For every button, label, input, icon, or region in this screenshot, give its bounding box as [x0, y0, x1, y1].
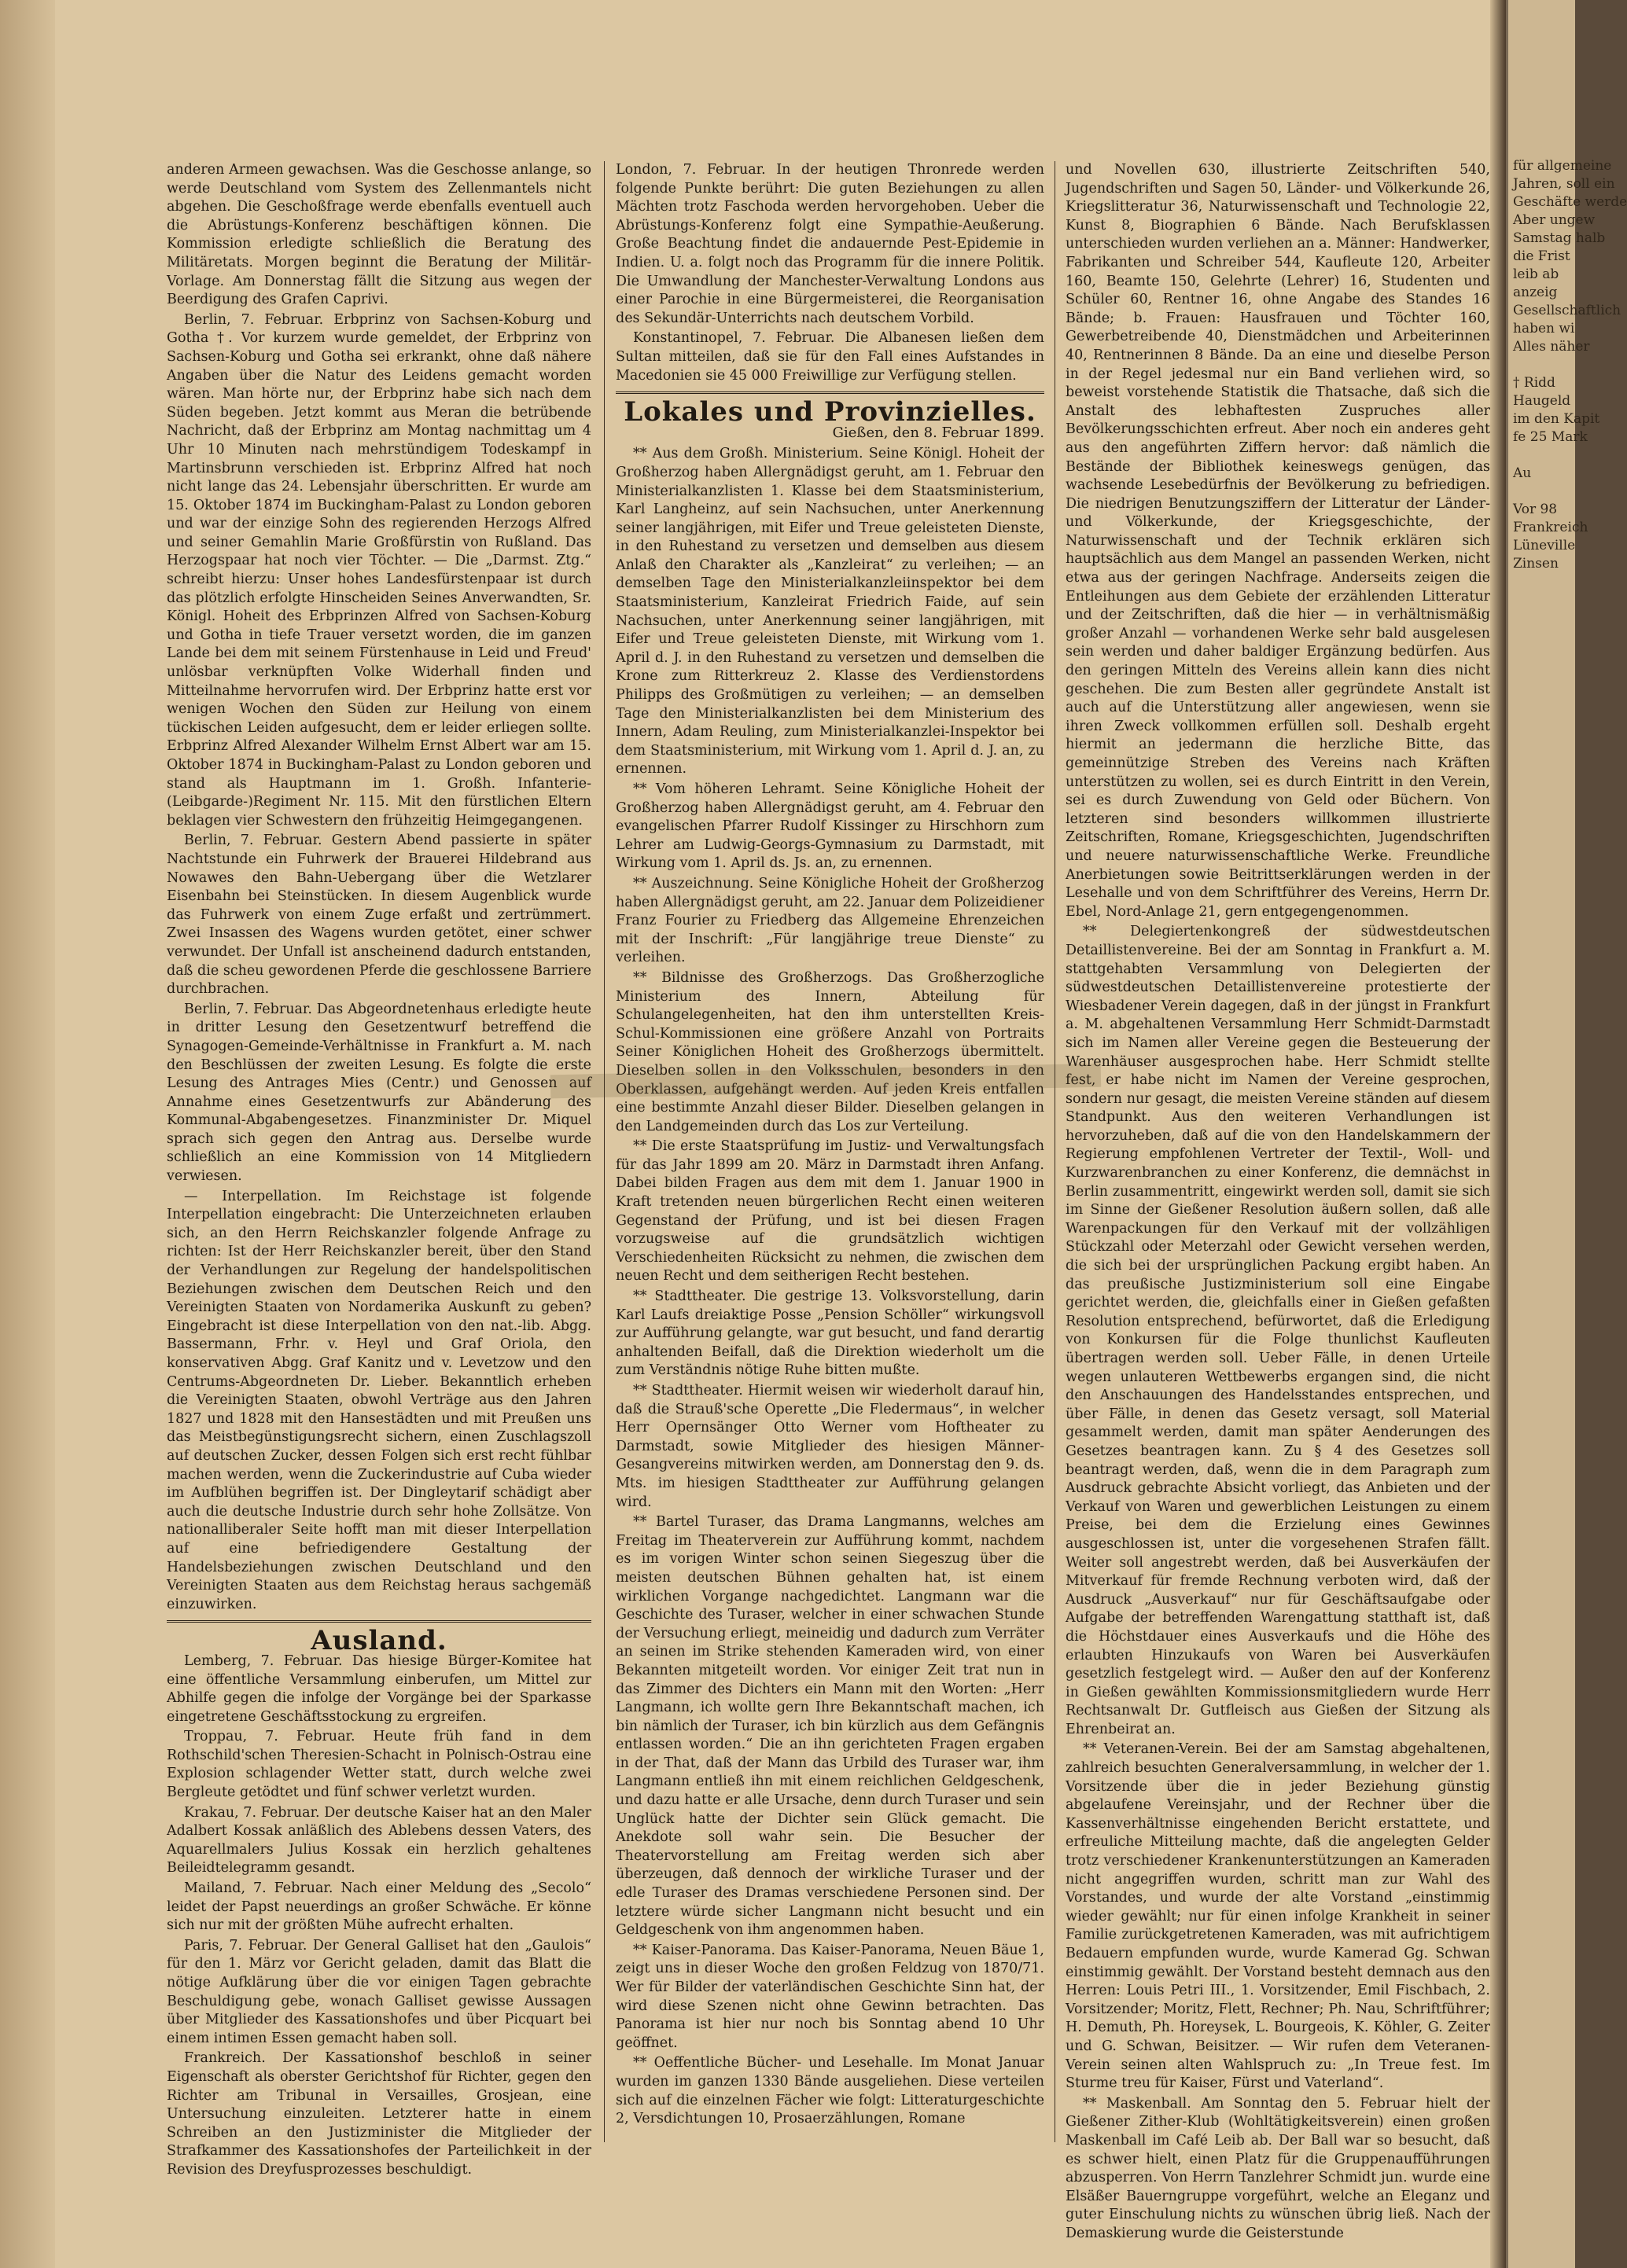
adjacent-page-text: für allgemeine Jahren, soll ein Geschäfte werde Aber ungew Samstag halb die Frist leib ab anzeig Gesellschaftlich haben wi Alles näher † Ridd Haugeld im den Kapit fe 25 Mark Au Vor 98 Frankreich Lüneville Zinsen [1513, 158, 1627, 572]
article-paragraph: Berlin, 7. Februar. Gestern Abend passierte in später Nachtstunde ein Fuhrwerk der Brauerei Hildebrand aus Nowawes den Bahn-Uebergang über die Wetzlarer Eisenbahn bei Steinstücken. In diesem Augenblick wurde das Fuhrwerk von einem Zuge erfaßt und zertrümmert. Zwei Insassen des Wagens wurden getötet, einer schwer verwundet. Der Unfall ist anscheinend dadurch entstanden, daß die scheu gewordenen Pferde die geschlossene Barriere durchbrachen. [167, 833, 591, 998]
article-paragraph: Lemberg, 7. Februar. Das hiesige Bürger-Komitee hat eine öffentliche Versammlung einberufen, um Mittel zur Abhilfe gegen die infolge der Vorgänge bei der Sparkasse eingetretene Geschäftsstockung zu ergreifen. [167, 1652, 591, 1725]
article-paragraph: Konstantinopel, 7. Februar. Die Albanesen ließen dem Sultan mitteilen, daß sie für den Fall eines Aufstandes in Macedonien sie 45 000 Freiwillige zur Verfügung stellen. [616, 330, 1044, 384]
page-spine [0, 0, 55, 2268]
article-paragraph: ** Bildnisse des Großherzogs. Das Großherzogliche Ministerium des Innern, Abteilung für Schulangelegenheiten, hat den ihm unterstellten Kreis-Schul-Kommissionen eine größere Anzahl von Portraits Seiner Königlichen Hoheit des Großherzogs übermittelt. Dieselben sollen in den Volksschulen, besonders in den Oberklassen, aufgehängt werden. Auf jeden Kreis entfallen eine bestimmte Anzahl dieser Bilder. Dieselben gelangen in den Landgemeinden durch das Los zur Verteilung. [616, 969, 1044, 1134]
article-paragraph: Mailand, 7. Februar. Nach einer Meldung des „Secolo“ leidet der Papst neuerdings an großer Schwäche. Er könne sich nur mit der größten Mühe aufrecht erhalten. [167, 1880, 591, 1934]
article-paragraph: Krakau, 7. Februar. Der deutsche Kaiser hat an den Maler Adalbert Kossak anläßlich des Ablebens dessen Vaters, des Aquarellmalers Julius Kossak ein herzlich gehaltenes Beileidtelegramm gesandt. [167, 1804, 591, 1877]
dateline: Gießen, den 8. Februar 1899. [832, 424, 1044, 441]
article-paragraph: ** Aus dem Großh. Ministerium. Seine Königl. Hoheit der Großherzog haben Allergnädigst geruht, am 1. Februar den Ministerialkanzlisten 1. Klasse bei dem Staatsministerium, Karl Langheinz, auf sein Nachsuchen, unter Anerkennung seiner langjährigen, mit Eifer und Treue geleisteten Dienste, in den Ruhestand zu versetzen und demselben aus diesem Anlaß den Charakter als „Kanzleirat“ zu verleihen; — an demselben Tage den Ministerialkanzleiinspektor bei dem Staatsministerium, Kanzleirat Friedrich Faide, auf sein Nachsuchen, unter Anerkennung seiner langjährigen, mit Eifer und Treue geleisteten Dienste, mit Wirkung vom 1. April d. J. in den Ruhestand zu versetzen und demselben die Krone zum Ritterkreuz 2. Klasse des Verdienstordens Philipps des Großmütigen zu verleihen; — an demselben Tage den Ministerialkanzlisten bei dem Ministerium des Innern, Adam Reuling, zum Ministerialkanzlei-Inspektor bei dem Staatsministerium, mit Wirkung vom 1. April d. J. an, zu ernennen. [616, 446, 1044, 777]
page-edge-shadow [1490, 0, 1506, 2268]
article-paragraph: ** Veteranen-Verein. Bei der am Samstag abgehaltenen, zahlreich besuchten Generalversammlung, in welcher der 1. Vorsitzende über die in jeder Beziehung günstig abgelaufene Vereinsjahr, und der Rechner über die Kassenverhältnisse eingehenden Bericht erstattete, und erfreuliche Mitteilung machte, daß die angelegten Gelder trotz verschiedener Krankenunterstützungen an Kameraden nicht angegriffen wurden, schritt man zur Wahl des Vorstandes, und wurde der alte Vorstand „einstimmig wieder gewählt; nur für einen infolge Krankheit in seiner Familie zurückgetretenen Kameraden, was mit aufrichtigem Bedauern empfunden wurde, wurde Kamerad Gg. Schwan einstimmig gewählt. Der Vorstand besteht demnach aus den Herren: Louis Petri III., 1. Vorsitzender, Emil Fischbach, 2. Vorsitzender; Moritz, Flett, Rechner; Ph. Nau, Schriftführer; H. Demuth, Ph. Horeysek, L. Bourgeois, K. Köhler, G. Zeiter und G. Schwan, Beisitzer. — Wir rufen dem Veteranen-Verein seinen alten Wahlspruch zu: „In Treue fest. Im Sturme treu für Kaiser, Fürst und Vaterland“. [1066, 1741, 1490, 2092]
article-paragraph: anderen Armeen gewachsen. Was die Geschosse anlange, so werde Deutschland vom System des Zellenmantels nicht abgehen. Die Geschoßfrage werde ebenfalls eventuell auch die Abrüstungs-Konferenz beschäftigen können. Die Kommission erledigte schließlich die Beratung des Militäretats. Morgen beginnt die Beratung der Militär-Vorlage. Am Donnerstag fällt die Sitzung aus wegen der Beerdigung des Grafen Caprivi. [167, 162, 591, 308]
article-paragraph: ** Bartel Turaser, das Drama Langmanns, welches am Freitag im Theaterverein zur Aufführung kommt, nachdem es im vorigen Winter schon seinen Siegeszug über die meisten deutschen Bühnen gehalten hat, ist einem wirklichen Vorgange nachgedichtet. Langmann war die Geschichte des Turaser, welcher in einer schwachen Stunde der Versuchung erliegt, meineidig und dadurch zum Verräter an seinen im Strike stehenden Kameraden wird, von einer Bekannten mitgeteilt worden. Vor einiger Zeit trat nun in das Zimmer des Dichters ein Mann mit den Worten: „Herr Langmann, ich wollte gern Ihre Bekanntschaft machen, ich bin nämlich der Turaser, ich bin kürzlich aus dem Gefängnis entlassen worden.“ Die an ihn gerichteten Fragen ergaben in der That, daß der Mann das Urbild des Turaser war, ihm Langmann entließ ihn mit einem reichlichen Geldgeschenk, und dazu hatte er alle Ursache, denn durch Turaser und sein Unglück hatte der Dichter sein Glück gemacht. Die Anekdote soll wahr sein. Die Besucher der Theatervorstellung am Freitag werden sich aber überzeugen, daß dennoch der wirkliche Turaser und der edle Turaser des Dramas verschiedene Personen sind. Der letztere würde sicher Langmann nicht besucht und ein Geldgeschenk von ihm angenommen haben. [616, 1514, 1044, 1939]
section-heading-ausland: Ausland. [311, 1625, 447, 1657]
column-2 [616, 161, 1044, 2142]
article-paragraph: Berlin, 7. Februar. Das Abgeordnetenhaus erledigte heute in dritter Lesung den Gesetzentwurf betreffend die Synagogen-Gemeinde-Verhältnisse in Frankfurt a. M. nach den Beschlüssen der zweiten Lesung. Es folgte die erste Lesung des Antrages Mies (Centr.) und Genossen auf Annahme eines Gesetzentwurfs zur Abänderung des Kommunal-Abgabengesetzes. Finanzminister Dr. Miquel sprach sich gegen den Antrag aus. Derselbe wurde schließlich an eine Kommission von 14 Mitgliedern verwiesen. [167, 1001, 591, 1185]
article-paragraph: — Interpellation. Im Reichstage ist folgende Interpellation eingebracht: Die Unterzeichneten erlauben sich, an den Herrn Reichskanzler folgende Anfrage zu richten: Ist der Herr Reichskanzler bereit, über den Stand der Verhandlungen zur Regelung der handelspolitischen Beziehungen zwischen dem Deutschen Reich und den Vereinigten Staaten von Nordamerika Auskunft zu geben? Eingebracht ist diese Interpellation von den nat.-lib. Abgg. Bassermann, Frhr. v. Heyl und Graf Oriola, den konservativen Abgg. Graf Kanitz und v. Levetzow und den Centrums-Abgeordneten Dr. Lieber. Bekanntlich erheben die Vereinigten Staaten, obwohl Verträge aus den Jahren 1827 und 1828 mit den Hansestädten und mit Preußen uns das Meistbegünstigungsrecht sichern, einen Zuschlagszoll auf deutschen Zucker, dessen Folgen sich erst recht fühlbar machen werden, wenn die Zuckerindustrie auf Cuba wieder im Aufblühen begriffen ist. Der Dingleytarif schädigt aber auch die deutsche Industrie durch sehr hohe Zollsätze. Von nationalliberaler Seite hofft man mit dieser Interpellation auf eine befriedigendere Gestaltung der Handelsbeziehungen zwischen Deutschland und den Vereinigten Staaten aus dem Reichstag heraus sachgemäß einzuwirken. [167, 1188, 591, 1612]
article-paragraph: ** Oeffentliche Bücher- und Lesehalle. Im Monat Januar wurden im ganzen 1330 Bände ausgeliehen. Diese verteilen sich auf die einzelnen Fächer wie folgt: Litteraturgeschichte 2, Versdichtungen 10, Prosaerzählungen, Romane [616, 2055, 1044, 2127]
article-paragraph: Troppau, 7. Februar. Heute früh fand in dem Rothschild'schen Theresien-Schacht in Polnisch-Ostrau eine Explosion schlagender Wetter statt, durch welche zwei Bergleute getödtet und fünf schwer verletzt wurden. [167, 1729, 591, 1801]
article-paragraph: London, 7. Februar. In der heutigen Thronrede werden folgende Punkte berührt: Die guten Beziehungen zu allen Mächten trotz Faschoda werden hervorgehoben. Ueber die Abrüstungs-Konferenz folgt eine Sympathie-Aeußerung. Große Beachtung findet die andauernde Pest-Epidemie in Indien. U. a. folgt noch das Programm für die innere Politik. Die Umwandlung der Manchester-Verwaltung Londons aus einer Parochie in eine Bürgermeisterei, die Reorganisation des Sekundär-Unterrichts nach deutschem Vorbild. [616, 162, 1044, 326]
article-paragraph: ** Stadttheater. Die gestrige 13. Volksvorstellung, darin Karl Laufs dreiaktige Posse „Pension Schöller“ wirkungsvoll zur Aufführung gelangte, war gut besucht, und fand derartig anhaltenden Beifall, daß die Direktion wiederholt um die zum Verständnis nötige Ruhe bitten mußte. [616, 1288, 1044, 1379]
section-heading-lokales: Lokales und Provinzielles. [624, 396, 1036, 428]
article-paragraph: ** Auszeichnung. Seine Königliche Hoheit der Großherzog haben Allergnädigst geruht, am 22. Januar dem Polizeidiener Franz Fourier zu Friedberg das Allgemeine Ehrenzeichen mit der Inschrift: „Für langjährige treue Dienste“ zu verleihen. [616, 875, 1044, 966]
article-paragraph: ** Maskenball. Am Sonntag den 5. Februar hielt der Gießener Zither-Klub (Wohltätigkeitsverein) einen großen Maskenball im Café Leib ab. Der Ball war so besucht, daß es schwer hielt, einen Platz für die Gruppenaufführungen abzusperren. Von Herrn Tanzlehrer Schmidt jun. wurde eine Elsäßer Bauerngruppe vorgeführt, welche an Eleganz und guter Einschulung nichts zu wünschen übrig ließ. Nach der Demaskierung wurde die Geisterstunde [1066, 2095, 1490, 2241]
article-paragraph: ** Stadttheater. Hiermit weisen wir wiederholt darauf hin, daß die Strauß'sche Operette „Die Fledermaus“, in welcher Herr Opernsänger Otto Werner vom Hoftheater zu Darmstadt, sowie Mitglieder des hiesigen Männer-Gesangvereins mitwirken werden, am Donnerstag den 9. ds. Mts. im hiesigen Stadttheater zur Aufführung gelangen wird. [616, 1383, 1044, 1510]
column-rule [604, 161, 605, 2142]
column-3 [1066, 161, 1490, 2241]
section-divider [167, 1620, 591, 1623]
article-paragraph: Berlin, 7. Februar. Erbprinz von Sachsen-Koburg und Gotha †. Vor kurzem wurde gemeldet, der Erbprinz von Sachsen-Koburg und Gotha sei erkrankt, ohne daß nähere Angaben über die Natur des Leidens gemacht worden wären. Man hörte nur, der Erbprinz habe sich nach dem Süden begeben. Jetzt kommt aus Meran die betrübende Nachricht, daß der Erbprinz am Montag nachmittag um 4 Uhr 10 Minuten nach mehrstündigem Todeskampf in Martinsbrunn verschieden ist. Erbprinz Alfred hat noch nicht lange das 24. Lebensjahr überschritten. Er wurde am 15. Oktober 1874 im Buckingham-Palast zu London geboren und war der einzige Sohn des regierenden Herzogs Alfred und seiner Gemahlin Marie Großfürstin von Rußland. Das Herzogspaar hat noch vier Töchter. — Die „Darmst. Ztg.“ schreibt hierzu: Unser hohes Landesfürstenpaar ist durch das plötzlich erfolgte Hinscheiden Seines Anverwandten, Sr. Königl. Hoheit des Erbprinzen Alfred von Sachsen-Koburg und Gotha in tiefe Trauer versetzt worden, die im ganzen Lande bei dem mit seinem Fürstenhause in Leid und Freud' unlösbar verknüpften Volke Widerhall finden und Mitteilnahme hervorrufen wird. Der Erbprinz hatte erst vor wenigen Wochen den Süden zur Heilung von einem tückischen Leiden aufgesucht, dem er leider erliegen sollte. Erbprinz Alfred Alexander Wilhelm Ernst Albert war am 15. Oktober 1874 in Buckingham-Palast zu London geboren und stand als Hauptmann im 1. Großh. Infanterie-(Leibgarde-)Regiment Nr. 115. Mit den fürstlichen Eltern beklagen vier Schwestern den frühzeitig Heimgegangenen. [167, 311, 591, 829]
article-paragraph: ** Kaiser-Panorama. Das Kaiser-Panorama, Neuen Bäue 1, zeigt uns in dieser Woche den großen Feldzug von 1870/71. Wer für Bilder der vaterländischen Geschichte Sinn hat, der wird diese Szenen nicht ohne Gewinn betrachten. Das Panorama ist hier nur noch bis Sonntag abend 10 Uhr geöffnet. [616, 1942, 1044, 2051]
article-paragraph: ** Vom höheren Lehramt. Seine Königliche Hoheit der Großherzog haben Allergnädigst geruht, am 4. Februar den evangelischen Pfarrer Rudolf Kissinger zu Hirschhorn zum Lehrer am Ludwig-Georgs-Gymnasium zu Darmstadt, mit Wirkung vom 1. April ds. Js. an, zu ernennen. [616, 781, 1044, 872]
section-divider [616, 391, 1044, 394]
adjacent-page-fragment [1506, 0, 1627, 2268]
article-paragraph: und Novellen 630, illustrierte Zeitschriften 540, Jugendschriften und Sagen 50, Länder- und Völkerkunde 26, Kriegslitteratur 36, Naturwissenschaft und Technologie 22, Kunst 8, Biographien 6 Bände. Nach Berufsklassen unterschieden wurden verliehen an a. Männer: Handwerker, Fabrikanten und Schreiber 544, Kaufleute 120, Arbeiter 160, Beamte 150, Gelehrte (Lehrer) 16, Studenten und Schüler 60, Rentner 16, ohne Angabe des Standes 16 Bände; b. Frauen: Hausfrauen und Töchter 160, Gewerbetreibende 40, Dienstmädchen und Arbeiterinnen 40, Rentnerinnen 8 Bände. Da an eine und dieselbe Person in der Regel jedesmal nur ein Band verliehen wird, so beweist vorstehende Statistik die Thatsache, daß sich die Anstalt des lebhaftesten Zuspruches aller Bevölkerungsschichten erfreut. Aber noch ein anderes geht aus den angeführten Ziffern hervor: daß nämlich die Bestände der Bibliothek keineswegs genügen, das wachsende Lesebedürfnis der Bevölkerung zu befriedigen. Die niedrigen Benutzungsziffern der Litteratur der Länder- und Völkerkunde, der Kriegsgeschichte, der Naturwissenschaft und der Technik erklären sich hauptsächlich aus dem Mangel an passenden Werken, nicht etwa aus der geringen Nachfrage. Anderseits zeigen die Entleihungen aus dem Gebiete der erzählenden Litteratur und der Zeitschriften, daß die hier — in verhältnismäßig großer Anzahl — vorhandenen Werke sehr bald ausgelesen sein werden und daher baldiger Ergänzung bedürfen. Aus den geringen Mitteln des Vereins allein kann dies nicht geschehen. Die zum Besten aller gegründete Anstalt ist auch auf die Unterstützung aller angewiesen, wenn sie ihren Zweck vollkommen erfüllen soll. Deshalb ergeht hiermit an jedermann die herzliche Bitte, das gemeinnützige Streben des Vereins nach Kräften unterstützen zu wollen, sei es durch Eintritt in den Verein, sei es durch Zuwendung von Geld oder Büchern. Von letzteren sind besonders willkommen illustrierte Zeitschriften, Romane, Kriegsgeschichten, Jugendschriften und neuere naturwissenschaftliche Werke. Freundliche Anerbietungen sowie Beitrittserklärungen werden in der Lesehalle und von dem Schriftführer des Vereins, Herrn Dr. Ebel, Nord-Anlage 21, gern entgegengenommen. [1066, 162, 1490, 920]
column-1 [167, 161, 591, 2178]
article-paragraph: ** Delegiertenkongreß der südwestdeutschen Detaillistenvereine. Bei der am Sonntag in Frankfurt a. M. stattgehabten Versammlung von Delegierten der südwestdeutschen Detaillistenvereine protestierte der Wiesbadener Verein dagegen, daß in der jüngst in Frankfurt a. M. abgehaltenen Versammlung Herr Schmidt-Darmstadt sich im Namen aller Vereine gegen die Besteuerung der Warenhäuser ausgesprochen habe. Herr Schmidt stellte fest, er habe nicht im Namen der Vereine gesprochen, sondern nur gesagt, die meisten Vereine ständen auf diesem Standpunkt. Aus den weiteren Verhandlungen ist hervorzuheben, daß auf die von den Handelskammern der Regierung empfohlenen Vertreter der Textil-, Woll- und Kurzwarenbranchen zu einer Konferenz, die demnächst in Berlin zusammentritt, eingewirkt werden soll, damit sie sich im Sinne der Gießener Resolution äußern sollen, daß alle Warenpackungen für den Verkauf mit der vollzähligen Stückzahl oder Meterzahl oder Gewicht versehen werden, die sich bei der ursprünglichen Packung ergibt haben. An das preußische Justizministerium soll eine Eingabe gerichtet werden, die, gleichfalls einer in Gießen gefaßten Resolution entsprechend, befürwortet, daß die Erledigung von Konkursen für die Folge thunlichst Kaufleuten übertragen werden soll. Ueber Fälle, in denen Urteile wegen unlauteren Wettbewerbs ergangen sind, die nicht den Anschauungen des Handelsstandes entsprechen, und über Fälle, in denen das Gesetz versagt, soll Material gesammelt werden, damit man später Aenderungen des Gesetzes beantragen kann. Zu § 4 des Gesetzes soll beantragt werden, daß, wenn die in dem Paragraph zum Ausdruck gebrachte Absicht vorliegt, das Anbieten und der Verkauf von Waren und gewerblichen Leistungen zu einem Preise, bei dem die Erzielung eines Gewinnes ausgeschlossen ist, unter die vorgesehenen Strafen fällt. Weiter soll angestrebt werden, daß bei Ausverkäufen der Mitverkauf für fremde Rechnung verboten wird, daß der Ausdruck „Ausverkauf“ nur für Geschäftsaufgabe oder Aufgabe der betreffenden Warengattung statthaft ist, daß die Höchstdauer eines Ausverkaufs und die Höhe des erlaubten Hinzukaufs von Waren bei Ausverkäufen gesetzlich festgelegt wird. — Außer den auf der Konferenz in Gießen gewählten Kommissionsmitgliedern wurde Herr Rechtsanwalt Dr. Gutfleisch aus Gießen der Sitzung als Ehrenbeirat an. [1066, 924, 1490, 1737]
article-paragraph: ** Die erste Staatsprüfung im Justiz- und Verwaltungsfach für das Jahr 1899 am 20. März in Darmstadt ihren Anfang. Dabei bilden Fragen aus dem mit dem 1. Januar 1900 in Kraft tretenden neuen bürgerlichen Recht einen weiteren Gegenstand der Prüfung, und ist bei diesen Fragen vorzugsweise auf die grundsätzlich wichtigen Verschiedenheiten Rücksicht zu nehmen, die zwischen dem neuen Recht und dem seitherigen Recht bestehen. [616, 1138, 1044, 1285]
article-paragraph: Paris, 7. Februar. Der General Galliset hat den „Gaulois“ für den 1. März vor Gericht geladen, damit das Blatt die nötige Aufklärung über die vor einigen Tagen gebrachte Beschuldigung gebe, wonach Galliset gewisse Aussagen über Mitglieder des Kassationshofes und über Picquart bei einem intimen Essen gemacht haben soll. [167, 1937, 591, 2046]
article-paragraph: Frankreich. Der Kassationshof beschloß in seiner Eigenschaft als oberster Gerichtshof für Richter, gegen den Richter am Tribunal in Versailles, Grosjean, eine Untersuchung einzuleiten. Letzterer hatte in einem Schreiben an den Justizminister die Mitglieder der Strafkammer des Kassationshofes der Parteilichkeit in der Revision des Dreyfusprozesses beschuldigt. [167, 2050, 591, 2178]
